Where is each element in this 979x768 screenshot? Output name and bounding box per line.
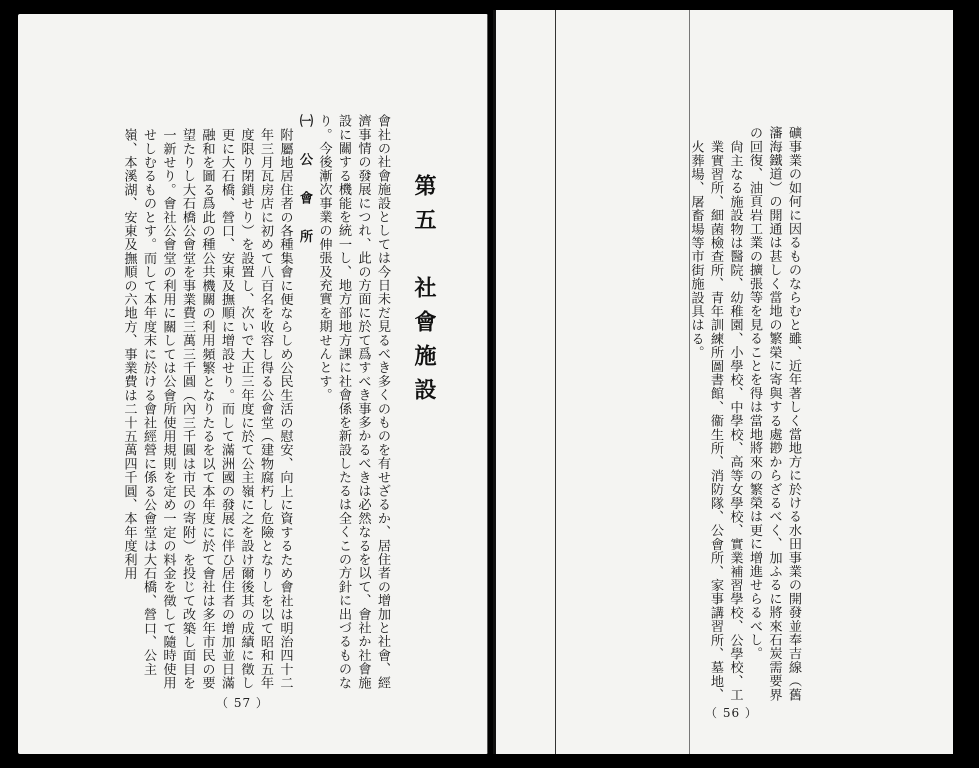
intro-paragraph: 會社の社會施設としては今日未だ見るべき多くのものを有せざるか、居住者の增加と社會、經濟事情の發展につれ、此の方面に於て爲すべき事多かるべきは必然なるを以て、會社か社會施設に關する機能を統一し、地方部地方課に社會係を新設したるは全くこの方針に出づるものなり。今後漸次事業の伸張及充實を期せんとす。 bbox=[316, 114, 390, 690]
left-page bbox=[18, 14, 488, 754]
section-paragraph: 附屬地居住者の各種集會に便ならしめ公民生活の慰安、向上に資するため會社は明治四十二年三月瓦房店に初めて八百名を收容し得る公會堂（建物腐朽し危險となりしを以て昭和五年度限り閉鎖せり）を設置し、次いで大正三年度に於て公主嶺に之を設け爾後其の成績に徵し更に大石橋、營口、安東及撫順に增設せり。而して滿洲國の發展に伴ひ居住者の增加並日滿融和を圖る爲此の種公共機關の利用頻繁となりたるを以て本年度に於て會社は多年市民の要望たりし大石橋公會堂を事業費三萬三千圓（內三千圓は市民の寄附）を投じて改築し面目を一新せり。會社公會堂の利用に關しては公會所使用規則を定め一定の料金を徵して隨時使用せしむるものとす。而して本年度末に於ける會社經營に係る公會堂は大石橋、營口、公主嶺、本溪湖、安東及撫順の六地方、事業費は二十五萬四千圓、本年度利用 bbox=[121, 128, 293, 690]
right-page bbox=[493, 10, 953, 754]
right-body-text bbox=[686, 126, 803, 706]
section-heading: ㈠ 公 會 所 bbox=[297, 114, 312, 249]
chapter-title: 第五 社會施設 bbox=[411, 174, 437, 412]
page-number-left: （ 57 ） bbox=[216, 696, 269, 710]
page-number-right: （ 56 ） bbox=[705, 706, 758, 720]
right-paragraph-1: 礦事業の如何に因るものならむと雖、近年著しく當地方に於ける水田事業の開發並奉吉線（舊瀋海鐵道）の開通は甚しく當地の繁榮に寄與する處尠からざるべく、加ふるに將來石炭需要界の回復、油頁岩工業の擴張等を見ることを得は當地將來の繁榮は更に增進せらるべし。 bbox=[747, 126, 801, 702]
left-body-text bbox=[119, 114, 392, 694]
page-gutter-line bbox=[555, 10, 556, 754]
page-fold bbox=[487, 14, 488, 754]
page-edge bbox=[493, 10, 496, 754]
right-paragraph-2: 尙主なる施設物は醫院、幼稚園、小學校、中學校、高等女學校、實業補習學校、公學校、工業實習所、細菌檢查所、青年訓練所圖書館、衞生所、消防隊、公會所、家事講習所、墓地、火葬場、屠畜場等市街施設具はる。 bbox=[688, 140, 743, 702]
